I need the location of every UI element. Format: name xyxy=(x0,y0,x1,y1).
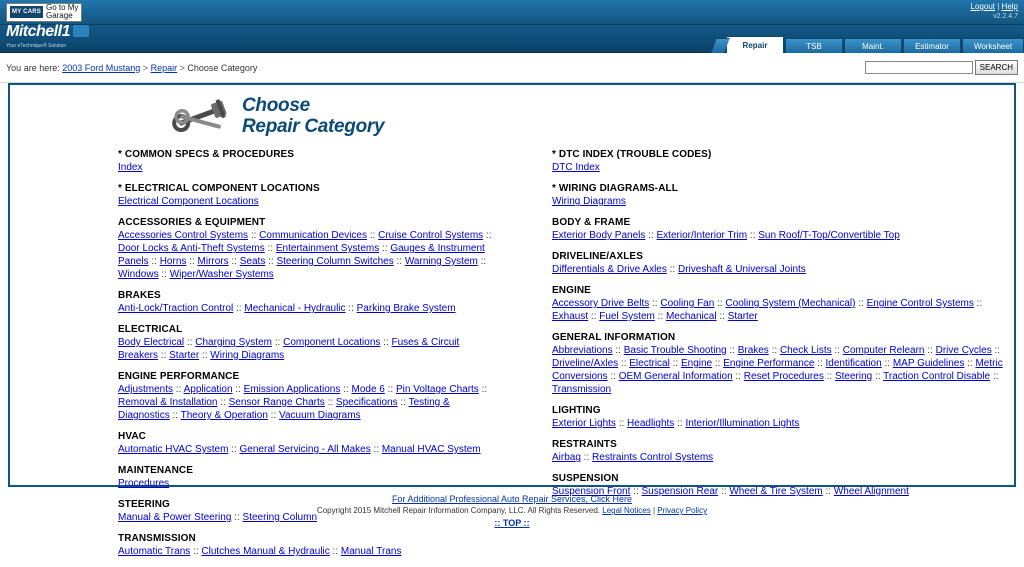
category-link[interactable]: Adjustments xyxy=(118,384,174,395)
category-link[interactable]: Exterior Lights xyxy=(552,418,616,429)
category-link-list xyxy=(118,229,502,281)
category-link[interactable]: Steering xyxy=(834,371,873,382)
category-link-list xyxy=(552,417,1004,430)
link-separator: :: xyxy=(228,444,240,455)
link-separator: :: xyxy=(747,230,759,241)
back-to-top-link[interactable]: :: TOP :: xyxy=(494,518,530,528)
category-link[interactable]: Steering Column Switches xyxy=(276,256,394,267)
category-group xyxy=(118,465,502,490)
breadcrumb xyxy=(6,63,257,73)
category-link[interactable]: Accessory Drive Belts xyxy=(552,298,650,309)
category-group xyxy=(552,473,1004,498)
category-link[interactable]: Starter xyxy=(727,311,758,322)
tab-tsb[interactable]: TSB xyxy=(785,38,843,53)
link-separator: :: xyxy=(324,397,336,408)
links-divider: | xyxy=(997,2,1000,11)
category-link[interactable]: Fuel System xyxy=(599,311,655,322)
breadcrumb-repair-link[interactable]: Repair xyxy=(150,62,178,73)
category-heading: ELECTRICAL xyxy=(118,324,183,335)
link-separator: :: xyxy=(823,371,835,382)
search-button[interactable]: SEARCH xyxy=(975,60,1018,75)
link-separator: :: xyxy=(872,371,884,382)
link-separator: :: xyxy=(881,358,893,369)
category-group xyxy=(552,439,1004,464)
link-separator: :: xyxy=(607,371,619,382)
link-separator: :: xyxy=(329,546,341,557)
link-separator: :: xyxy=(649,298,661,309)
category-group xyxy=(118,431,502,456)
breadcrumb-prefix: You are here: xyxy=(6,62,60,73)
category-link[interactable]: Check Lists xyxy=(779,345,832,356)
link-separator: :: xyxy=(669,358,681,369)
category-link[interactable]: Door Locks & Anti-Theft Systems xyxy=(118,243,265,254)
category-link-list xyxy=(552,229,1004,242)
category-link[interactable]: Seats xyxy=(239,256,266,267)
category-link[interactable]: Engine Performance xyxy=(723,358,815,369)
search-input[interactable] xyxy=(865,61,973,74)
category-link[interactable]: Accessories Control Systems xyxy=(118,230,249,241)
brand-badge-icon xyxy=(73,25,89,37)
link-separator: :: xyxy=(666,264,678,275)
link-separator: :: xyxy=(384,384,396,395)
link-separator: :: xyxy=(973,298,983,309)
search-area xyxy=(865,60,1018,75)
category-link[interactable]: Charging System xyxy=(195,337,272,348)
link-separator: :: xyxy=(186,256,198,267)
category-link[interactable]: Differentials & Drive Axles xyxy=(552,264,667,275)
category-link[interactable]: Electrical xyxy=(629,358,670,369)
category-heading: ENGINE xyxy=(552,285,591,296)
link-separator: :: xyxy=(380,337,392,348)
link-separator: :: xyxy=(367,230,379,241)
category-link[interactable]: Suspension Rear xyxy=(641,486,719,497)
link-separator: :: xyxy=(264,243,276,254)
category-link[interactable]: Exterior Body Panels xyxy=(552,230,646,241)
version-label: v2.2.4.7 xyxy=(993,13,1018,20)
category-link[interactable]: Engine xyxy=(680,358,713,369)
category-link[interactable]: Drive Cycles xyxy=(935,345,992,356)
category-link-list xyxy=(552,485,1004,498)
category-link[interactable]: Warning System xyxy=(404,256,478,267)
category-link[interactable]: Mechanical xyxy=(665,311,717,322)
main-nav-tabs xyxy=(713,31,1024,53)
category-link[interactable]: Exhaust xyxy=(552,311,589,322)
link-separator: :: xyxy=(726,345,738,356)
category-heading: TRANSMISSION xyxy=(118,533,196,544)
link-separator: :: xyxy=(232,384,244,395)
category-heading: GENERAL INFORMATION xyxy=(552,332,676,343)
category-group xyxy=(118,499,502,524)
category-group xyxy=(552,217,1004,242)
category-link[interactable]: Computer Relearn xyxy=(842,345,925,356)
category-link[interactable]: Basic Trouble Shooting xyxy=(623,345,727,356)
category-group xyxy=(552,149,1004,174)
category-link[interactable]: Clutches Manual & Hydraulic xyxy=(201,546,330,557)
link-separator: :: xyxy=(478,384,488,395)
top-right-links xyxy=(971,2,1018,22)
category-link[interactable]: OEM General Information xyxy=(618,371,733,382)
category-link-list xyxy=(118,195,502,208)
mitchell-logo xyxy=(6,22,89,53)
category-link-list xyxy=(118,511,502,524)
category-link[interactable]: Electrical Component Locations xyxy=(118,196,259,207)
category-group xyxy=(118,290,502,315)
category-link[interactable]: Manual Trans xyxy=(340,546,402,557)
category-group xyxy=(118,183,502,208)
category-link[interactable]: Horns xyxy=(159,256,187,267)
category-heading: LIGHTING xyxy=(552,405,601,416)
category-group xyxy=(552,332,1004,396)
brand-name: Mitchell1 xyxy=(6,22,70,40)
category-link-list xyxy=(552,451,1004,464)
category-link-list xyxy=(118,161,502,174)
category-link[interactable]: Testing & Diagnostics xyxy=(118,397,450,421)
category-heading: BRAKES xyxy=(118,290,161,301)
link-separator: :: xyxy=(271,337,284,348)
left-category-column xyxy=(10,149,512,567)
category-link[interactable]: Identification xyxy=(825,358,882,369)
page-title-line1: Choose xyxy=(242,95,310,116)
link-separator: :: xyxy=(393,256,405,267)
link-separator: :: xyxy=(716,311,728,322)
link-separator: :: xyxy=(158,269,170,280)
category-link[interactable]: MAP Guidelines xyxy=(892,358,965,369)
tab-estimator[interactable]: Estimator xyxy=(903,38,961,53)
category-link[interactable]: Brakes xyxy=(737,345,769,356)
link-separator: :: xyxy=(718,486,730,497)
breadcrumb-separator-1: > xyxy=(142,62,149,73)
category-group xyxy=(552,285,1004,323)
category-group xyxy=(552,405,1004,430)
category-group xyxy=(552,183,1004,208)
link-separator: :: xyxy=(267,410,280,421)
right-category-column xyxy=(512,149,1014,567)
help-link[interactable]: Help xyxy=(1001,2,1018,11)
link-separator: :: xyxy=(991,345,1001,356)
category-link[interactable]: Driveline/Axles xyxy=(552,358,619,369)
category-heading: ENGINE PERFORMANCE xyxy=(118,371,240,382)
category-link[interactable]: Wiring Diagrams xyxy=(552,196,626,207)
link-separator: :: xyxy=(148,256,160,267)
tab-maint[interactable]: Maint. xyxy=(844,38,902,53)
link-separator: :: xyxy=(618,358,630,369)
category-link[interactable]: Anti-Lock/Traction Control xyxy=(118,303,234,314)
breadcrumb-current: Choose Category xyxy=(187,62,258,73)
category-columns xyxy=(10,143,1014,567)
page-title-area xyxy=(10,85,1014,143)
my-garage-label xyxy=(46,4,78,20)
category-link[interactable]: Component Locations xyxy=(283,337,381,348)
link-separator: :: xyxy=(345,303,357,314)
link-separator: :: xyxy=(233,303,245,314)
category-link-list xyxy=(118,383,502,422)
category-link[interactable]: Removal & Installation xyxy=(118,397,218,408)
category-link[interactable]: Interior/Illumination Lights xyxy=(685,418,800,429)
link-separator: :: xyxy=(855,298,867,309)
link-separator: :: xyxy=(768,345,780,356)
wrench-icon xyxy=(170,96,234,136)
category-link[interactable]: Mode 6 xyxy=(351,384,385,395)
category-link[interactable]: Abbreviations xyxy=(552,345,613,356)
category-link-list xyxy=(552,161,1004,174)
category-link[interactable]: Vacuum Diagrams xyxy=(279,410,361,421)
category-link-list xyxy=(118,302,502,315)
category-link[interactable]: Windows xyxy=(118,269,159,280)
link-separator: :: xyxy=(248,230,260,241)
category-link[interactable]: Headlights xyxy=(627,418,675,429)
link-separator: :: xyxy=(370,444,382,455)
legal-notices-link[interactable]: Legal Notices xyxy=(602,506,651,515)
link-separator: :: xyxy=(169,410,181,421)
category-group xyxy=(118,371,502,422)
category-link[interactable]: Sun Roof/T-Top/Convertible Top xyxy=(758,230,900,241)
category-link[interactable]: Pin Voltage Charts xyxy=(395,384,479,395)
category-link[interactable]: Traction Control Disable xyxy=(883,371,991,382)
link-separator: :: xyxy=(612,345,624,356)
category-heading: * COMMON SPECS & PROCEDURES xyxy=(118,149,295,160)
category-link[interactable]: Mirrors xyxy=(197,256,229,267)
link-separator: :: xyxy=(924,345,936,356)
category-group xyxy=(118,324,502,362)
category-link[interactable]: Exterior/Interior Trim xyxy=(656,230,748,241)
link-separator: :: xyxy=(822,486,834,497)
category-group xyxy=(118,149,502,174)
privacy-policy-link[interactable]: Privacy Policy xyxy=(657,506,708,515)
page-title-line2: Repair Category xyxy=(242,116,385,137)
link-separator: :: xyxy=(645,230,657,241)
category-link[interactable]: Index xyxy=(118,162,143,173)
category-link[interactable]: Wiper/Washer Systems xyxy=(169,269,274,280)
link-separator: :: xyxy=(580,452,593,463)
category-link-list xyxy=(118,545,502,558)
category-heading: DRIVELINE/AXLES xyxy=(552,251,643,262)
copyright-text: Copyright 2015 Mitchell Repair Information Company, LLC. All Rights Reserved. xyxy=(316,506,601,515)
category-heading: BODY & FRAME xyxy=(552,217,631,228)
breadcrumb-row xyxy=(0,53,1024,83)
category-link[interactable]: Theory & Operation xyxy=(180,410,268,421)
category-link[interactable]: Automatic HVAC System xyxy=(118,444,229,455)
link-separator: :: xyxy=(231,512,243,523)
category-link[interactable]: Cruise Control Systems xyxy=(378,230,484,241)
category-link-list xyxy=(552,297,1004,323)
category-link[interactable]: Driveshaft & Universal Joints xyxy=(677,264,806,275)
category-link[interactable]: Airbag xyxy=(552,452,581,463)
category-group xyxy=(118,217,502,281)
category-heading: ACCESSORIES & EQUIPMENT xyxy=(118,217,266,228)
category-heading: MAINTENANCE xyxy=(118,465,193,476)
category-heading: * WIRING DIAGRAMS-ALL xyxy=(552,183,678,194)
category-link[interactable]: Cooling Fan xyxy=(660,298,715,309)
category-heading: * DTC INDEX (TROUBLE CODES) xyxy=(552,149,712,160)
category-link-list xyxy=(552,263,1004,276)
link-separator: :: xyxy=(654,311,666,322)
category-heading: SUSPENSION xyxy=(552,473,619,484)
link-separator: :: xyxy=(714,298,726,309)
link-separator: :: xyxy=(674,418,686,429)
link-separator: :: xyxy=(483,230,492,241)
category-link-list xyxy=(552,195,1004,208)
category-link[interactable]: Parking Brake System xyxy=(356,303,456,314)
category-link[interactable]: Fuses & Circuit Breakers xyxy=(118,337,460,361)
link-separator: :: xyxy=(228,256,240,267)
category-link[interactable]: Wiring Diagrams xyxy=(210,350,285,361)
link-separator: :: xyxy=(199,350,211,361)
category-heading: HVAC xyxy=(118,431,146,442)
category-heading: STEERING xyxy=(118,499,170,510)
category-link-list xyxy=(118,477,502,490)
my-garage-label-line1: Go to My xyxy=(45,3,79,12)
link-separator: :: xyxy=(712,358,724,369)
category-link[interactable]: Mechanical - Hydraulic xyxy=(244,303,346,314)
my-cars-logo: MY CARS xyxy=(10,6,43,18)
link-separator: :: xyxy=(630,486,642,497)
category-link[interactable]: DTC Index xyxy=(552,162,600,173)
category-link[interactable]: Emission Applications xyxy=(243,384,341,395)
category-link[interactable]: Restraints Control Systems xyxy=(592,452,714,463)
link-separator: :: xyxy=(964,358,976,369)
breadcrumb-vehicle-link[interactable]: 2003 Ford Mustang xyxy=(62,62,141,73)
category-link[interactable]: Automatic Trans xyxy=(118,546,191,557)
category-link[interactable]: Starter xyxy=(169,350,200,361)
link-separator: :: xyxy=(615,418,628,429)
category-link-list xyxy=(118,336,502,362)
pro-services-link[interactable]: For Additional Professional Auto Repair Services, Click Here xyxy=(391,494,633,504)
category-link[interactable]: Gauges & Instrument Panels xyxy=(118,243,485,267)
top-bar xyxy=(0,0,1024,25)
link-separator: :: xyxy=(184,337,196,348)
link-separator: :: xyxy=(173,384,184,395)
link-separator: :: xyxy=(397,397,409,408)
category-link[interactable]: General Servicing - All Makes xyxy=(239,444,371,455)
link-separator: :: xyxy=(990,371,999,382)
tab-worksheet[interactable]: Worksheet xyxy=(962,38,1024,53)
category-link[interactable]: Entertainment Systems xyxy=(275,243,380,254)
category-link[interactable]: Engine Control Systems xyxy=(866,298,974,309)
link-separator: :: xyxy=(732,371,744,382)
category-link[interactable]: Application xyxy=(183,384,233,395)
footer-divider: | xyxy=(652,506,656,515)
category-link[interactable]: Communication Devices xyxy=(259,230,367,241)
category-link[interactable]: Cooling System (Mechanical) xyxy=(725,298,856,309)
app-header xyxy=(0,22,1024,53)
my-garage-button[interactable] xyxy=(6,3,82,22)
link-separator: :: xyxy=(379,243,391,254)
breadcrumb-separator-2: > xyxy=(179,62,185,73)
link-separator: :: xyxy=(477,256,487,267)
category-link[interactable]: Metric Conversions xyxy=(552,358,1003,382)
category-group xyxy=(552,251,1004,276)
link-separator: :: xyxy=(190,546,202,557)
link-separator: :: xyxy=(588,311,600,322)
category-link-list xyxy=(118,443,502,456)
link-separator: :: xyxy=(217,397,229,408)
category-link[interactable]: Manual HVAC System xyxy=(381,444,481,455)
brand-tagline: Your eTechnique® Solution xyxy=(6,42,67,49)
category-link[interactable]: Reset Procedures xyxy=(743,371,824,382)
link-separator: :: xyxy=(158,350,170,361)
my-garage-label-line2: Garage xyxy=(45,11,73,20)
link-separator: :: xyxy=(340,384,352,395)
category-link[interactable]: Wheel & Tire System xyxy=(729,486,823,497)
category-link[interactable]: Body Electrical xyxy=(118,337,185,348)
category-link[interactable]: Wheel Alignment xyxy=(833,486,909,497)
category-heading: RESTRAINTS xyxy=(552,439,617,450)
category-heading: * ELECTRICAL COMPONENT LOCATIONS xyxy=(118,183,320,194)
category-group xyxy=(118,533,502,558)
link-separator: :: xyxy=(814,358,826,369)
logout-link[interactable]: Logout xyxy=(970,2,995,11)
link-separator: :: xyxy=(831,345,843,356)
category-link[interactable]: Procedures xyxy=(118,478,170,489)
tab-repair[interactable]: Repair xyxy=(726,36,784,53)
category-link[interactable]: Suspension Front xyxy=(552,486,631,497)
category-link-list xyxy=(552,344,1004,396)
category-link[interactable]: Specifications xyxy=(335,397,398,408)
link-separator: :: xyxy=(265,256,277,267)
page-title xyxy=(242,95,384,137)
category-link[interactable]: Transmission xyxy=(552,384,612,395)
category-link[interactable]: Sensor Range Charts xyxy=(228,397,325,408)
category-link[interactable]: Manual & Power Steering xyxy=(118,512,232,523)
category-link[interactable]: Steering Column xyxy=(242,512,318,523)
